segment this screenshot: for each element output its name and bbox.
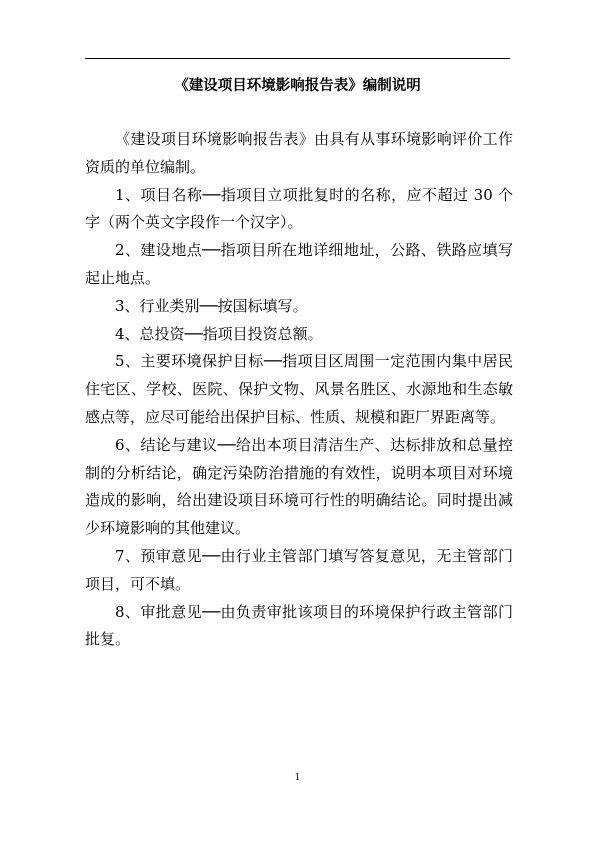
document-body — [85, 126, 513, 654]
page-number: 1 — [294, 773, 301, 783]
item-total-investment: 4、总投资──指项目投资总额。 — [115, 324, 323, 343]
item-conclusions: 6、结论与建议──给出本项目清洁生产、达标排放和总量控制的分析结论，确定污染防治措施的有效性，说明本项目对环境造成的影响，给出建设项目环境可行性的明确结论。同时提出减少环境影响的其他建议。 — [85, 435, 513, 538]
intro-paragraph: 《建设项目环境影响报告表》由具有从事环境影响评价工作资质的单位编制。 — [85, 130, 513, 176]
item-industry-category: 3、行业类别──按国标填写。 — [115, 296, 308, 315]
document-title: 《建设项目环境影响报告表》编制说明 — [174, 78, 421, 94]
header-rule — [85, 58, 510, 59]
item-project-name: 1、项目名称──指项目立项批复时的名称，应不超过 30 个字（两个英文字段作一个汉字）。 — [85, 185, 513, 232]
item-pre-review-opinion: 7、预审意见──由行业主管部门填写答复意见，无主管部门项目，可不填。 — [85, 546, 513, 593]
item-approval-opinion: 8、审批意见──由负责审批该项目的环境保护行政主管部门批复。 — [85, 602, 513, 649]
item-protection-targets: 5、主要环境保护目标──指项目区周围一定范围内集中居民住宅区、学校、医院、保护文物、风景名胜区、水源地和生态敏感点等，应尽可能给出保护目标、性质、规模和距厂界距离等。 — [85, 352, 513, 426]
item-construction-site: 2、建设地点──指项目所在地详细地址，公路、铁路应填写起止地点。 — [85, 241, 513, 287]
